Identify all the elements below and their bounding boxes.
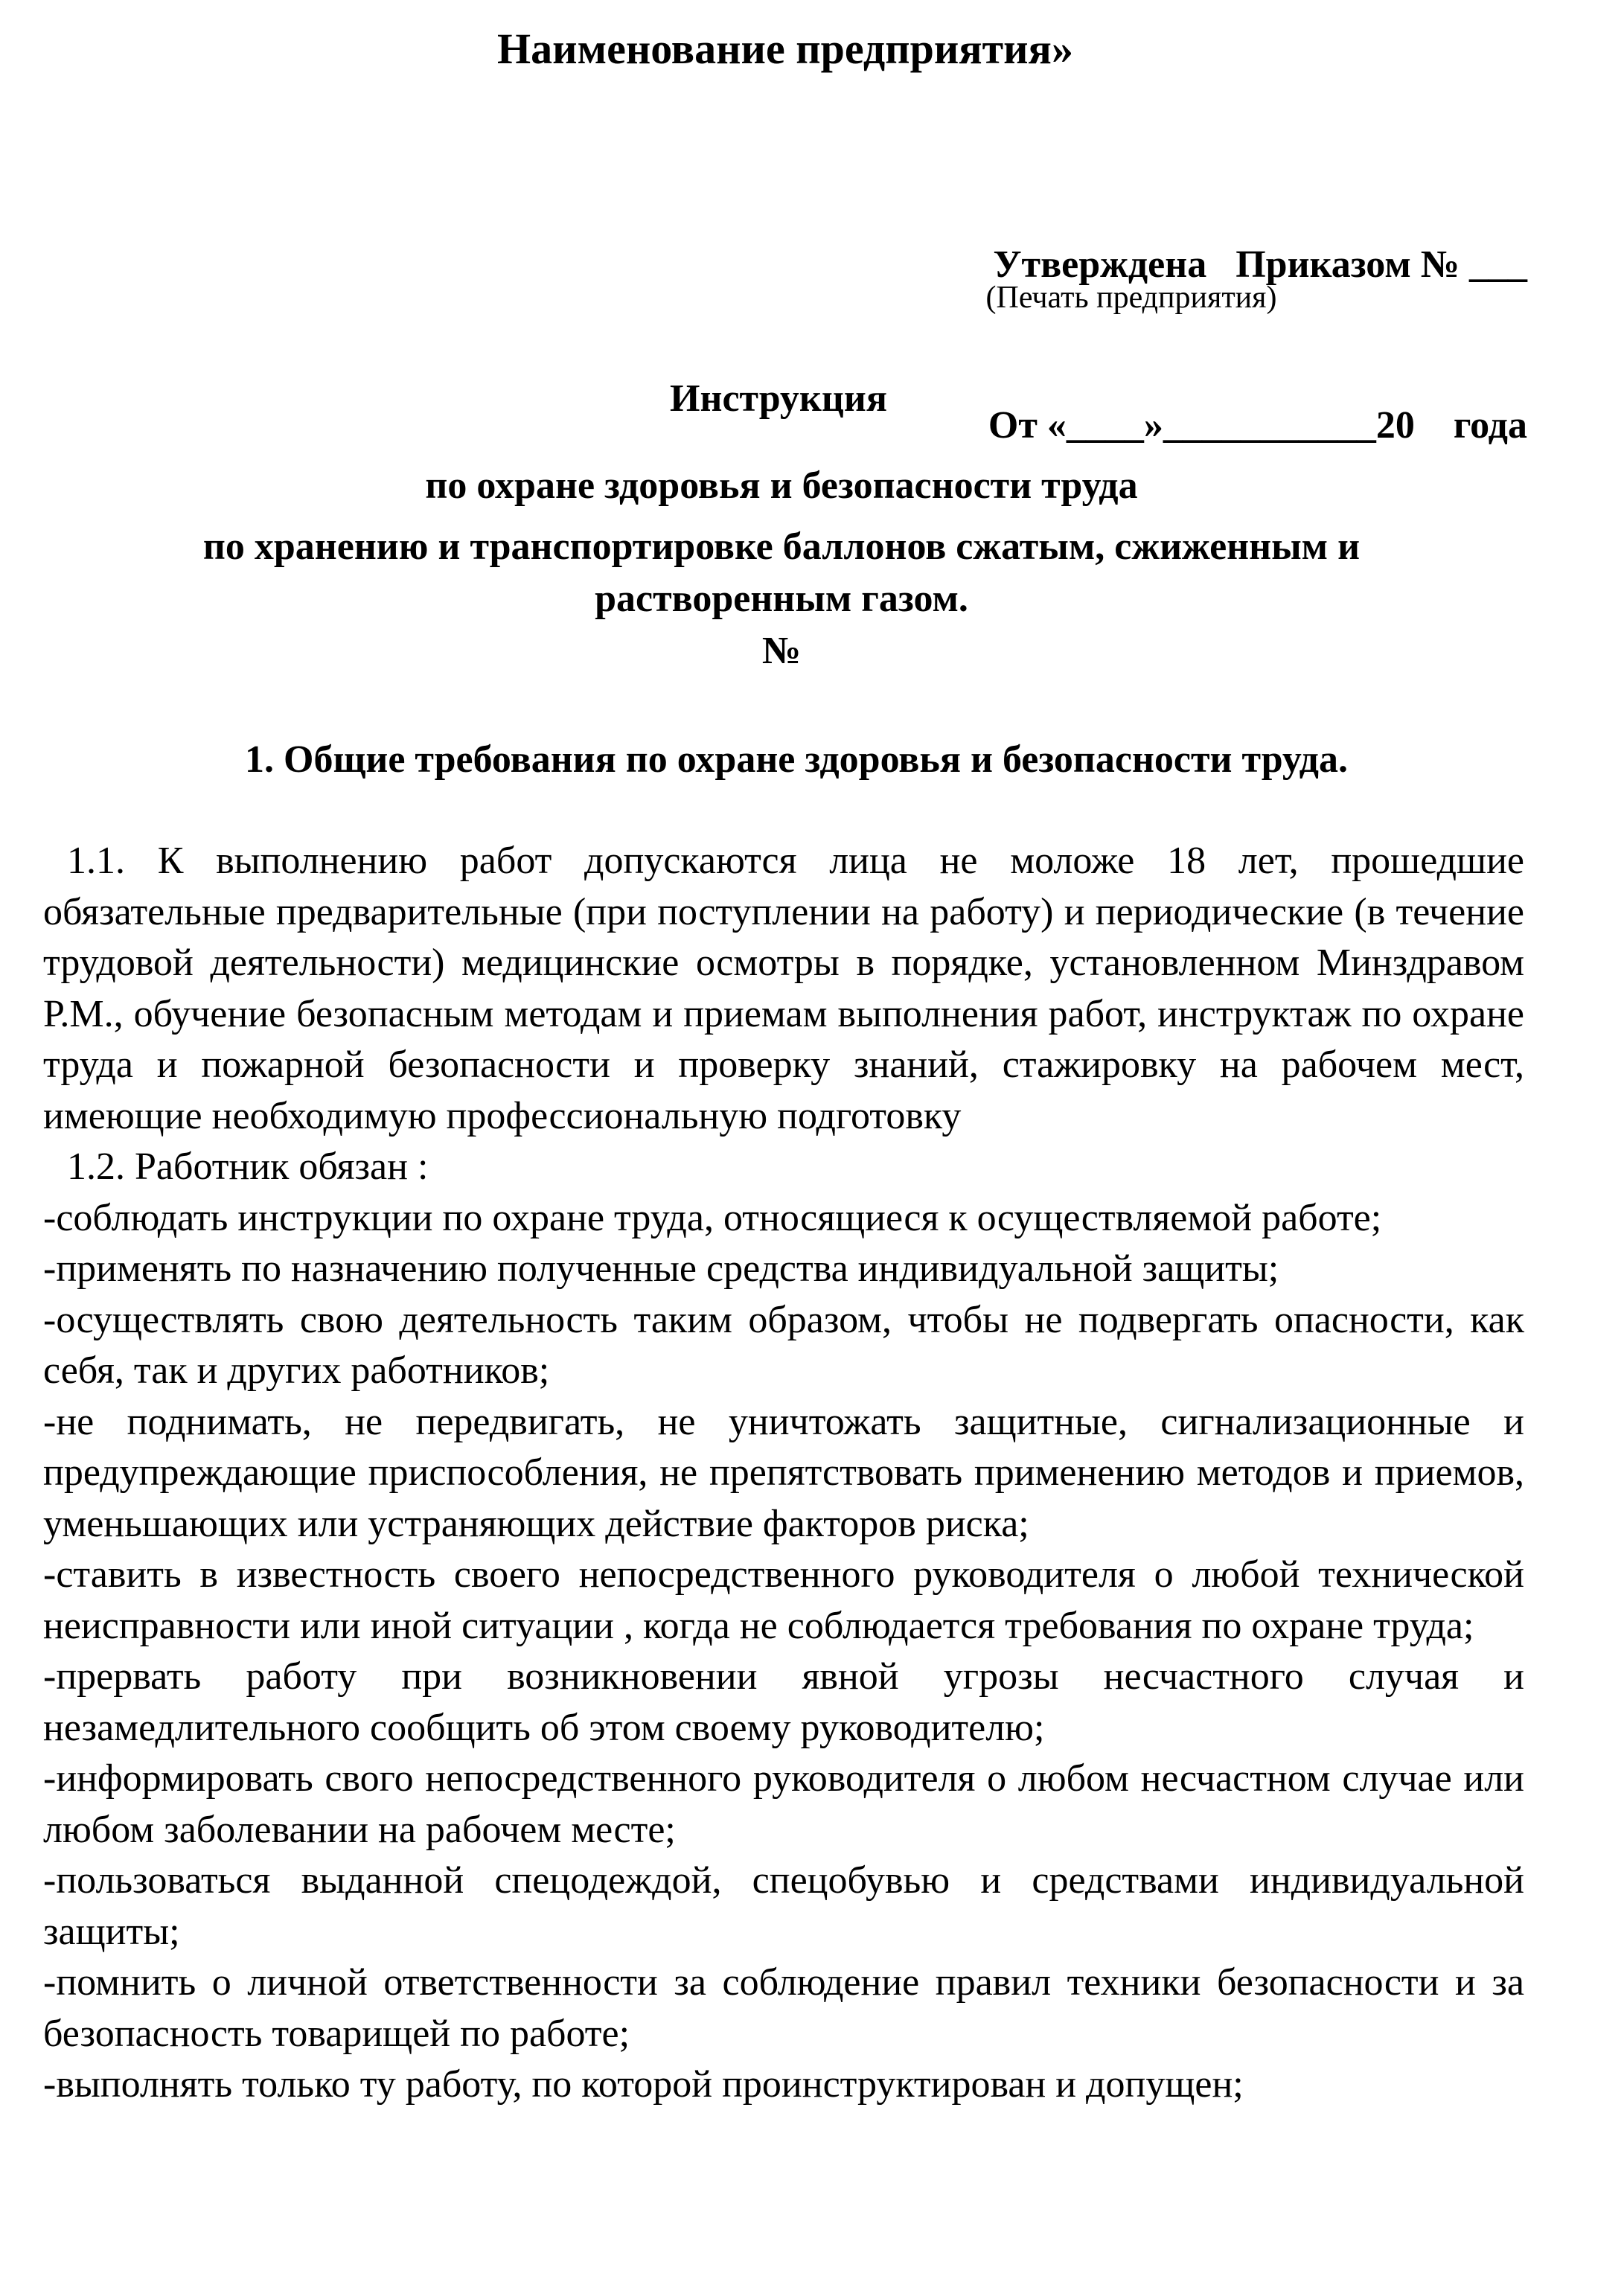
- approval-date-line: От «____»___________20 года: [988, 404, 1527, 447]
- section-heading-1: 1. Общие требования по охране здоровья и безопасности труда.: [245, 738, 1348, 781]
- list-item: -выполнять только ту работу, по которой проинструктирован и допущен;: [43, 2063, 1244, 2106]
- list-item: -соблюдать инструкции по охране труда, относящиеся к осуществляемой работе;: [43, 1196, 1382, 1239]
- subject-line-1: по охране здоровья и безопасности труда: [425, 464, 1138, 507]
- list-item: -прервать работу при возникновении явной угрозы несчастного случая и незамедлительного сообщить об этом своему руководителю;: [43, 1655, 1524, 1749]
- subject-line-2: по хранению и транспортировке баллонов сжатым, сжиженным и растворенным газом.: [202, 525, 1361, 620]
- list-item: -пользоваться выданной спецодеждой, спецобувью и средствами индивидуальной защиты;: [43, 1859, 1524, 1953]
- document-subject: [112, 460, 1451, 677]
- document-number: №: [761, 630, 802, 672]
- seal-note: (Печать предприятия): [985, 281, 1277, 315]
- instruction-body: [43, 836, 1524, 2111]
- list-item: -помнить о личной ответственности за соблюдение правил техники безопасности и за безопасность товарищей по работе;: [43, 1961, 1524, 2055]
- paragraph-1-2: 1.2. Работник обязан :: [67, 1145, 429, 1188]
- paragraph-1-1: 1.1. К выполнению работ допускаются лица не моложе 18 лет, прошедшие обязательные предварительные (при поступлении на работу) и периодические (в течение трудовой деятельности) медицинские осмотры в порядке, установленном Минздравом Р.М., обучение безопасным методам и приемам выполнения работ, инструктаж по охране труда и пожарной безопасности и проверку знаний, стажировку на рабочем мест, имеющие необходимую профессиональную подготовку: [43, 840, 1524, 1137]
- approval-order-line: Утверждена Приказом № ___: [993, 243, 1527, 286]
- organization-title: Наименование предприятия»: [497, 25, 1073, 73]
- document-type-title: Инструкция: [670, 377, 887, 420]
- list-item: -ставить в известность своего непосредственного руководителя о любой технической неисправности или иной ситуации , когда не соблюдается требования по охране труда;: [43, 1553, 1524, 1647]
- list-item: -не поднимать, не передвигать, не уничтожать защитные, сигнализационные и предупреждающие приспособления, не препятствовать применению методов и приемов, уменьшающих или устраняющих действие факторов риска;: [43, 1400, 1524, 1545]
- list-item: -информировать свого непосредственного руководителя о любом несчастном случае или любом заболевании на рабочем месте;: [43, 1757, 1524, 1851]
- list-item: -осуществлять свою деятельность таким образом, чтобы не подвергать опасности, как себя, так и других работников;: [43, 1298, 1524, 1392]
- list-item: -применять по назначению полученные средства индивидуальной защиты;: [43, 1247, 1279, 1290]
